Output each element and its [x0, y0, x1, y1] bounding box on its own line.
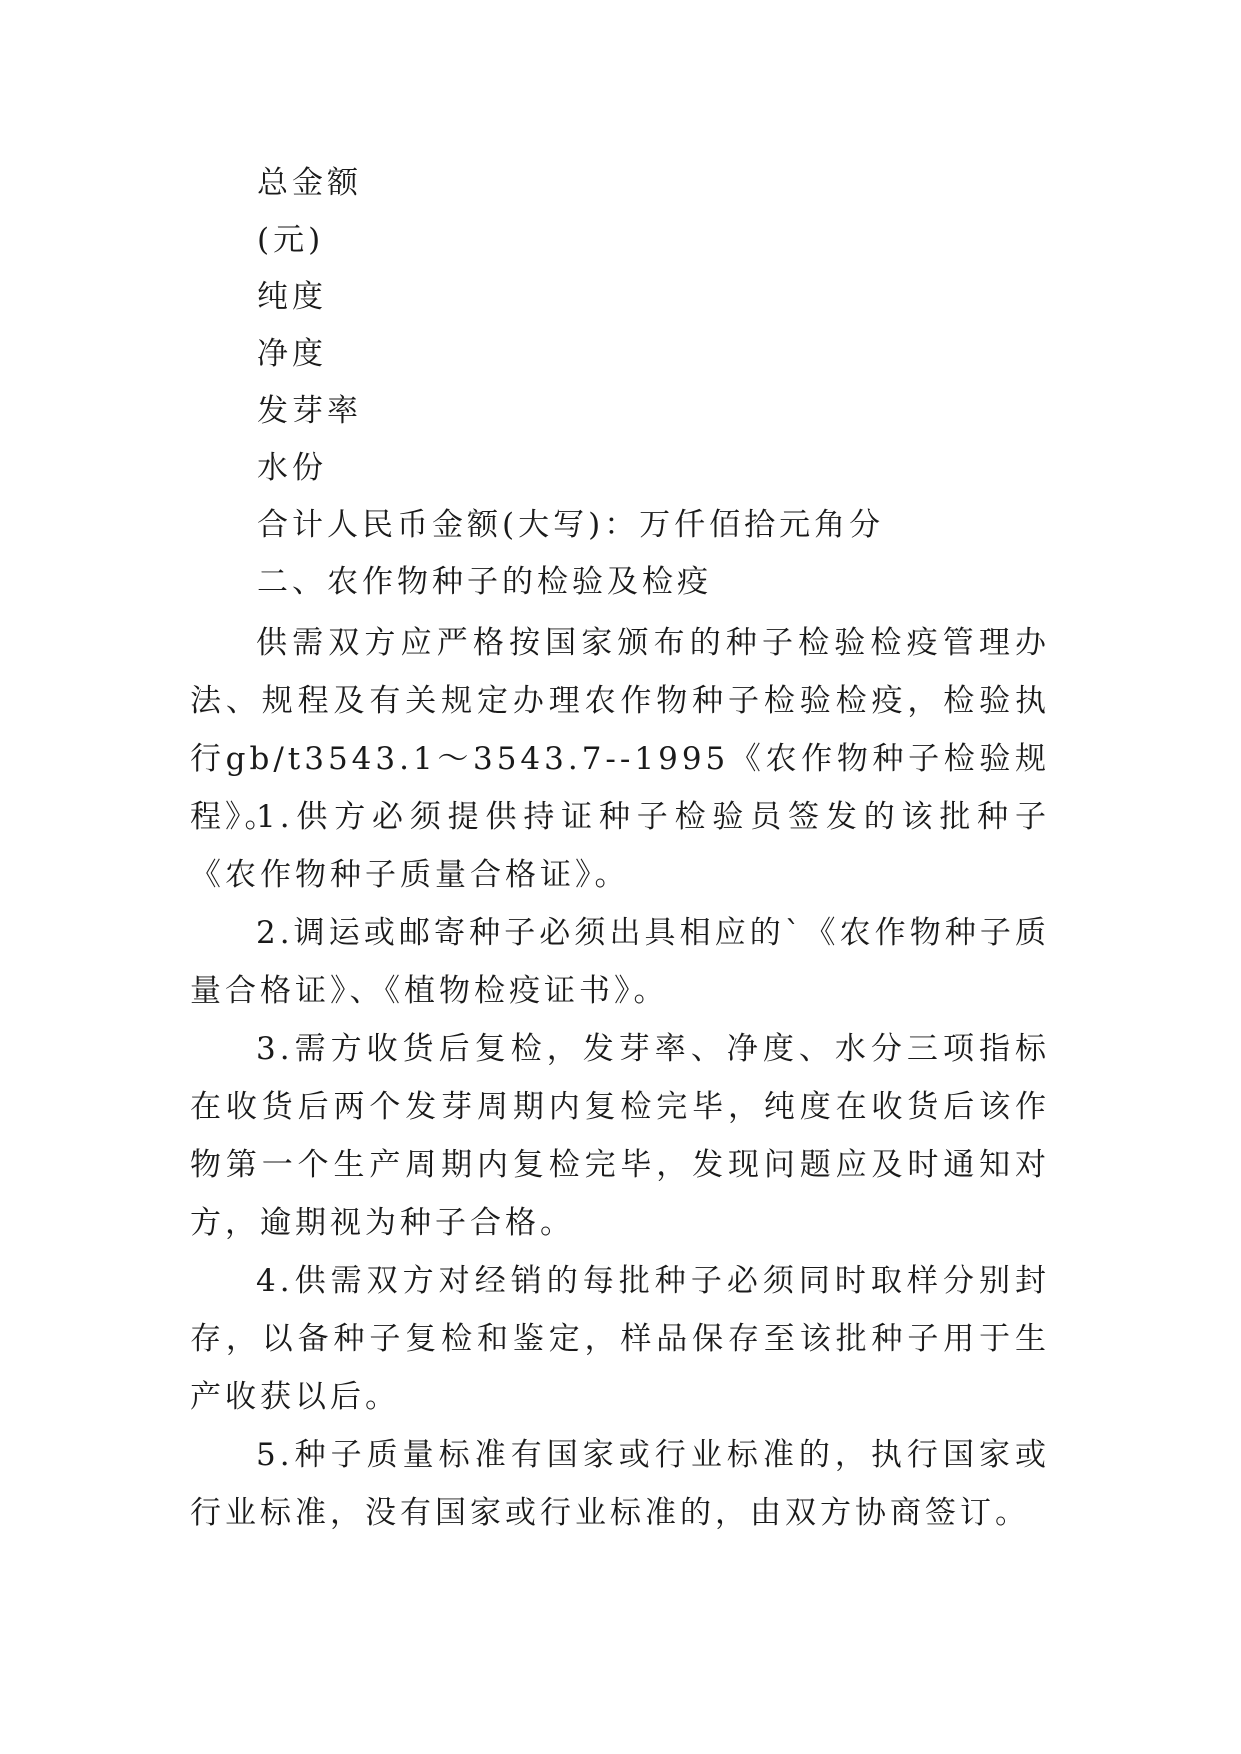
paragraph-item-1: 1.供方必须提供持证种子检验员签发的该批种子《农作物种子质量合格证》。: [190, 799, 1050, 893]
label-moisture: 水份: [257, 450, 327, 486]
section-heading: 二、农作物种子的检验及检疫: [257, 564, 712, 600]
paragraph-item-3: 3.需方收货后复检，发芽率、净度、水分三项指标在收货后两个发芽周期内复检完毕，纯度在收货后该作物第一个生产周期内复检完毕，发现问题应及时通知对方，逾期视为种子合格。: [190, 1031, 1050, 1241]
label-germination-rate: 发芽率: [257, 393, 362, 429]
paragraph-item-4: 4.供需双方对经销的每批种子必须同时取样分别封存，以备种子复检和鉴定，样品保存至该批种子用于生产收获以后。: [190, 1263, 1050, 1415]
paragraph-item-5: 5.种子质量标准有国家或行业标准的，执行国家或行业标准，没有国家或行业标准的，由双方协商签订。: [190, 1437, 1050, 1531]
paragraph-item-2: 2.调运或邮寄种子必须出具相应的`《农作物种子质量合格证》、《植物检疫证书》。: [190, 915, 1050, 1009]
label-total-rmb-amount: 合计人民币金额(大写)：万仟佰拾元角分: [257, 507, 885, 543]
label-yuan-unit: (元): [257, 222, 325, 258]
label-cleanliness: 净度: [257, 336, 327, 372]
paragraph-inspection-rules: 供需双方应严格按国家颁布的种子检验检疫管理办法、规程及有关规定办理农作物种子检验检疫，检验执行gb/t3543.1～3543.7--1995《农作物种子检验规程》。: [190, 625, 1050, 835]
label-purity: 纯度: [257, 279, 327, 315]
label-total-amount: 总金额: [257, 165, 362, 201]
